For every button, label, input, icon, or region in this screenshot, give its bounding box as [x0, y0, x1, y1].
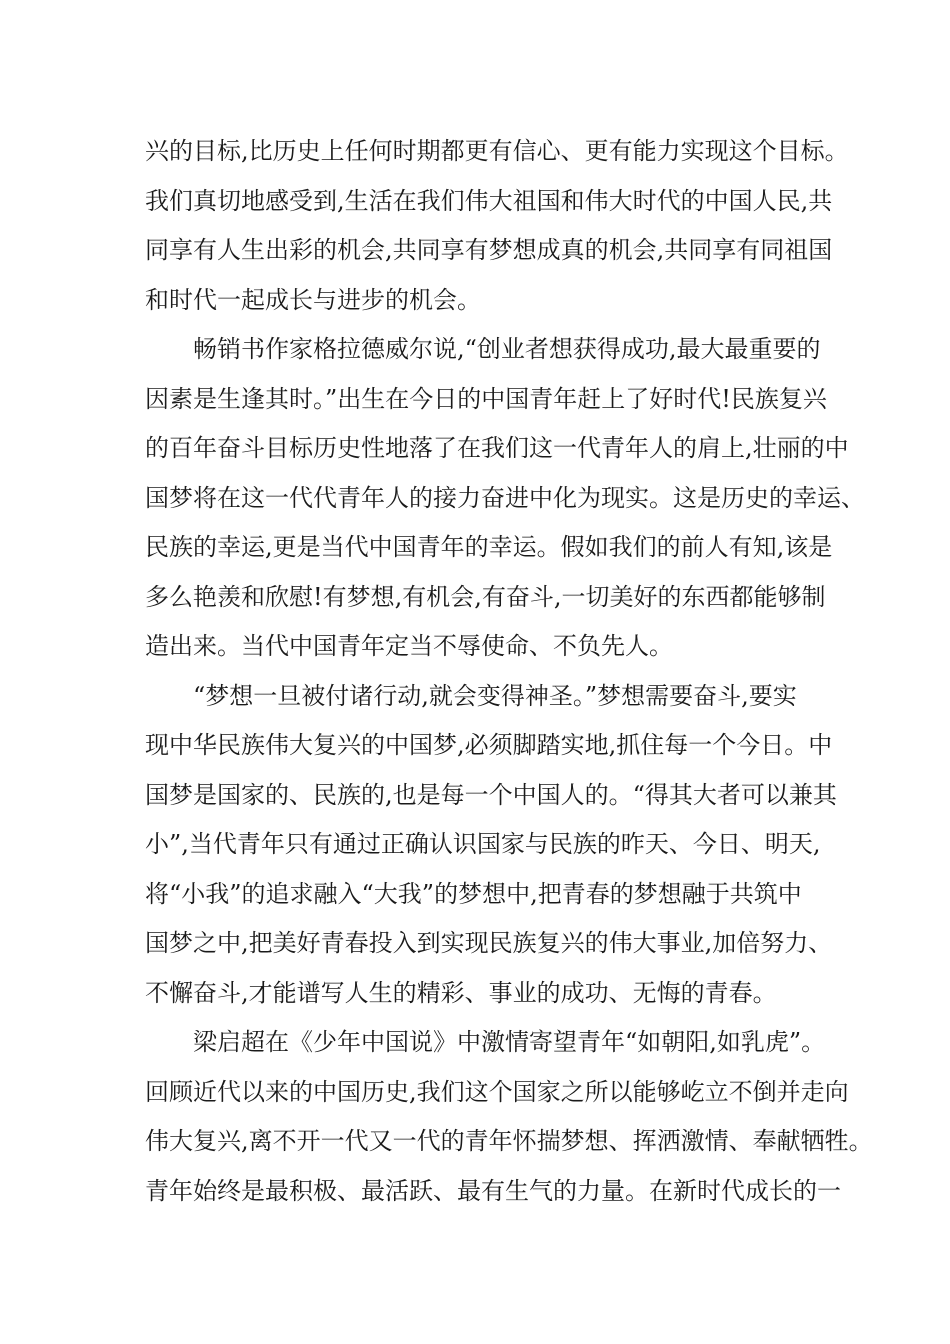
text-line: 现中华民族伟大复兴的中国梦,必须脚踏实地,抓住每一个今日。中	[145, 731, 833, 759]
text-line: 伟大复兴,离不开一代又一代的青年怀揣梦想、挥洒激情、奉献牺牲。	[145, 1127, 873, 1155]
text-line: 小”,当代青年只有通过正确认识国家与民族的昨天、今日、明天,	[145, 830, 821, 858]
text-line: 同享有人生出彩的机会,共同享有梦想成真的机会,共同享有同祖国	[145, 236, 833, 264]
text-line: 民族的幸运,更是当代中国青年的幸运。假如我们的前人有知,该是	[145, 533, 833, 561]
text-line: 回顾近代以来的中国历史,我们这个国家之所以能够屹立不倒并走向	[145, 1077, 849, 1106]
text-line: 我们真切地感受到,生活在我们伟大祖国和伟大时代的中国人民,共	[145, 186, 833, 215]
text-line: 国梦将在这一代代青年人的接力奋进中化为现实。这是历史的幸运、	[145, 483, 865, 512]
text-line: 国梦是国家的、民族的,也是每一个中国人的。“得其大者可以兼其	[145, 780, 837, 809]
text-line: 不懈奋斗,才能谱写人生的精彩、事业的成功、无悔的青春。	[145, 978, 777, 1007]
paragraph-first-line: 梁启超在《少年中国说》中激情寄望青年“如朝阳,如乳虎”。	[193, 1028, 826, 1056]
paragraph-first-line: 畅销书作家格拉德威尔说,“创业者想获得成功,最大最重要的	[193, 335, 821, 363]
text-line: 国梦之中,把美好青春投入到实现民族复兴的伟大事业,加倍努力、	[145, 929, 833, 957]
text-line: 多么艳羡和欣慰!有梦想,有机会,有奋斗,一切美好的东西都能够制	[145, 582, 826, 611]
paragraph-first-line: “梦想一旦被付诸行动,就会变得神圣。”梦想需要奋斗,要实	[193, 681, 797, 710]
text-line: 因素是生逢其时。”出生在今日的中国青年赶上了好时代!民族复兴	[145, 384, 827, 413]
text-line: 兴的目标,比历史上任何时期都更有信心、更有能力实现这个目标。	[145, 137, 849, 165]
text-line: 造出来。当代中国青年定当不辱使命、不负先人。	[145, 632, 673, 660]
text-line: 将“小我”的追求融入“大我”的梦想中,把青春的梦想融于共筑中	[145, 879, 802, 908]
text-line: 和时代一起成长与进步的机会。	[145, 285, 481, 314]
text-line: 的百年奋斗目标历史性地落了在我们这一代青年人的肩上,壮丽的中	[145, 434, 849, 462]
body-text	[145, 127, 873, 1216]
text-line: 青年始终是最积极、最活跃、最有生气的力量。在新时代成长的一	[145, 1176, 841, 1205]
